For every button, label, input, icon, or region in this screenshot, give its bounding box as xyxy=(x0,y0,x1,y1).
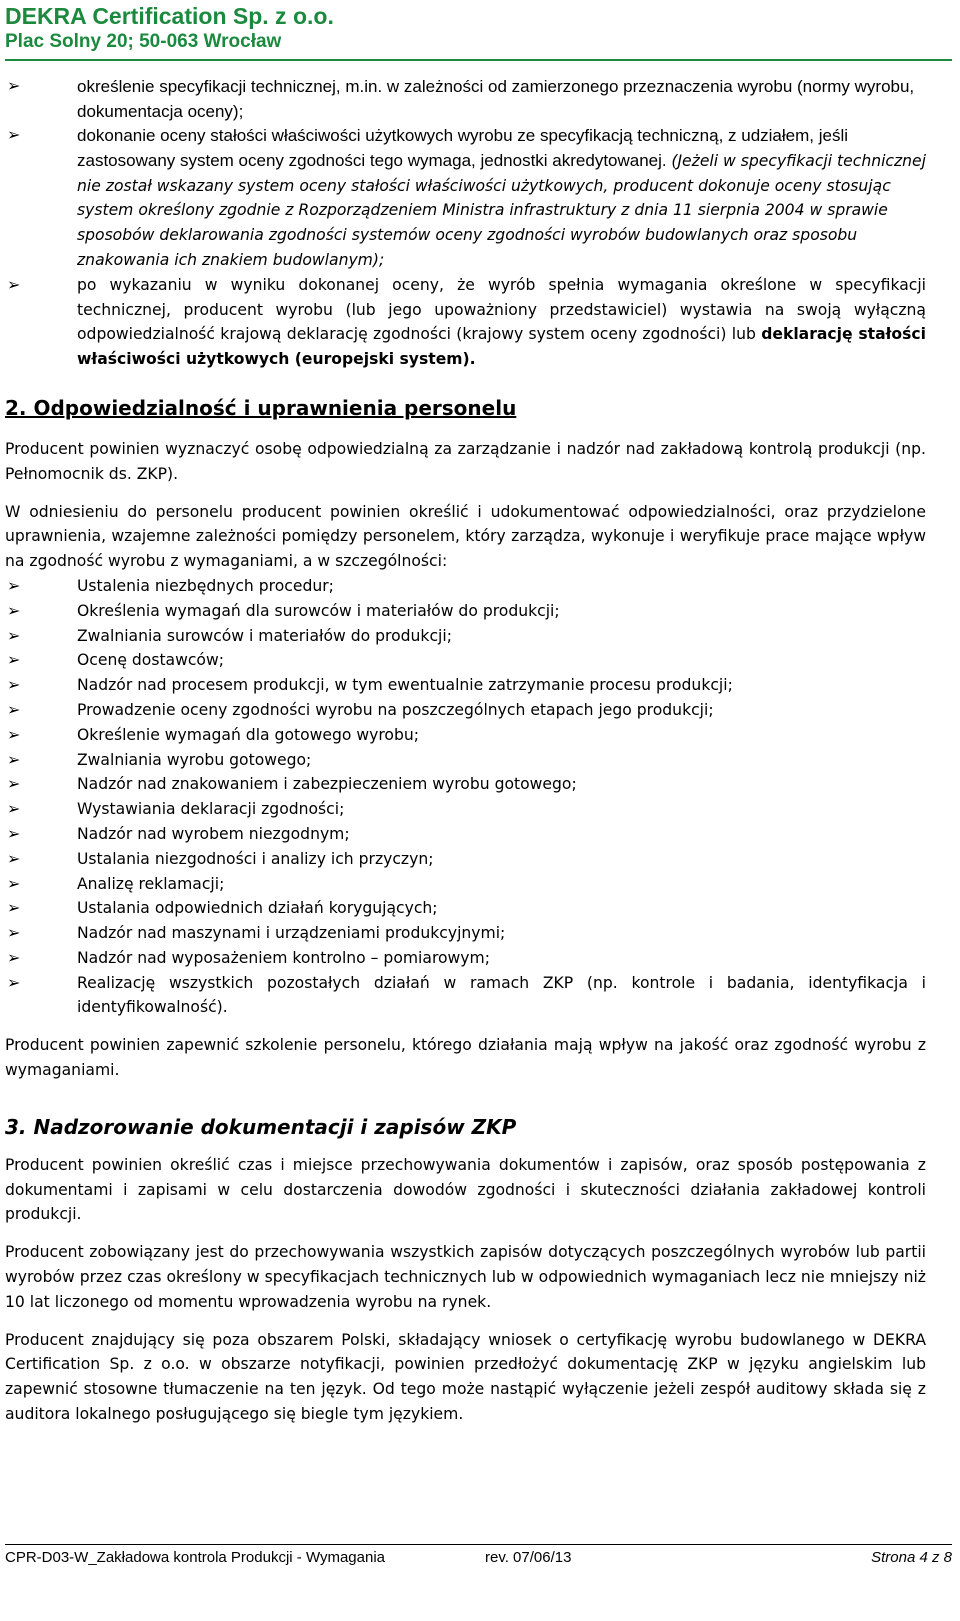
list-item: ➢ dokonanie oceny stałości właściwości użytkowych wyrobu ze specyfikacją techniczną, z udziałem, jeśli zastosowany system oceny zgodności tego wymaga, jednostki akredytowanej. (Jeżeli w specyfikacji technicznej nie został wskazany system oceny stałości właściwości użytkowych, producent dokonuje oceny stosując system określony zgodnie z Rozporządzeniem Ministra infrastruktury z dnia 11 sierpnia 2004 w sprawie sposobów deklarowania zgodności systemów oceny zgodności wyrobów budowlanych oraz sposobu znakowania ich znakiem budowlanym); xyxy=(7,126,926,269)
responsibilities-list xyxy=(5,574,926,1020)
paragraph: W odniesieniu do personelu producent powinien określić i udokumentować odpowiedzialności, oraz przydzielone uprawnienia, wzajemne zależności pomiędzy personelem, który zarządza, wykonuje i weryfikuje prace mające wpływ na zgodność wyrobu z wymaganiami, a w szczególności: xyxy=(5,502,926,571)
list-item: ➢ Określenie wymagań dla gotowego wyrobu; xyxy=(5,723,926,748)
arrow-bullet-icon: ➢ xyxy=(7,625,21,645)
list-item: ➢ Ocenę dostawców; xyxy=(5,648,926,673)
arrow-bullet-icon: ➢ xyxy=(7,274,21,294)
revision: rev. 07/06/13 xyxy=(485,1549,572,1566)
list-item: ➢ Analizę reklamacji; xyxy=(5,872,926,897)
list-item: ➢ Realizację wszystkich pozostałych działań w ramach ZKP (np. kontrole i badania, identyfikacja i identyfikowalność). xyxy=(7,972,926,1017)
page-header xyxy=(5,2,334,54)
paragraph: Producent zobowiązany jest do przechowywania wszystkich zapisów dotyczących poszczególnych wyrobów lub partii wyrobów przez czas określony w specyfikacjach technicznych lub w odpowiednich wymaganiach lecz nie mniejszy niż 10 lat liczonego od momentu wprowadzenia wyrobu na rynek. xyxy=(5,1243,926,1311)
page-number: Strona 4 z 8 xyxy=(871,1549,952,1566)
list-item: ➢ Prowadzenie oceny zgodności wyrobu na poszczególnych etapach jego produkcji; xyxy=(5,698,926,723)
arrow-bullet-icon: ➢ xyxy=(7,947,21,967)
paragraph: Producent powinien zapewnić szkolenie personelu, którego działania mają wpływ na jakość oraz zgodność wyrobu z wymaganiami. xyxy=(5,1036,926,1080)
arrow-bullet-icon: ➢ xyxy=(7,675,21,695)
arrow-bullet-icon: ➢ xyxy=(7,749,21,769)
list-item: ➢ Ustalania niezgodności i analizy ich przyczyn; xyxy=(5,847,926,872)
arrow-bullet-icon: ➢ xyxy=(7,898,21,918)
list-item: ➢ Nadzór nad wyposażeniem kontrolno – pomiarowym; xyxy=(5,946,926,971)
list-item: ➢ po wykazaniu w wyniku dokonanej oceny, że wyrób spełnia wymagania określone w specyfikacji technicznej, producent wyrobu (lub jego upoważniony przedstawiciel) wystawia na swoją wyłączną odpowiedzialność krajową deklarację zgodności (krajowy system oceny zgodności) lub deklarację stałości właściwości użytkowych (europejski system). xyxy=(7,274,926,369)
section-heading-3: 3. Nadzorowanie dokumentacji i zapisów ZKP xyxy=(5,1114,517,1139)
arrow-bullet-icon: ➢ xyxy=(7,972,21,992)
list-item: ➢ Nadzór nad wyrobem niezgodnym; xyxy=(5,822,926,847)
arrow-bullet-icon: ➢ xyxy=(7,600,21,620)
arrow-bullet-icon: ➢ xyxy=(7,823,21,843)
company-name: DEKRA Certification Sp. z o.o. xyxy=(5,3,334,29)
footer-divider xyxy=(5,1544,952,1545)
document-code: CPR-D03-W_Zakładowa kontrola Produkcji - Wymagania xyxy=(5,1549,386,1566)
arrow-bullet-icon: ➢ xyxy=(7,127,21,145)
arrow-bullet-icon: ➢ xyxy=(7,575,21,595)
arrow-bullet-icon: ➢ xyxy=(7,78,21,95)
list-item: ➢ Zwalniania wyrobu gotowego; xyxy=(5,748,926,773)
list-item: ➢ Nadzór nad procesem produkcji, w tym ewentualnie zatrzymanie procesu produkcji; xyxy=(5,673,926,698)
arrow-bullet-icon: ➢ xyxy=(7,699,21,719)
company-address: Plac Solny 20; 50-063 Wrocław xyxy=(5,31,282,52)
paragraph: Producent powinien określić czas i miejsce przechowywania dokumentów i zapisów, oraz sposób postępowania z dokumentami i zapisami w celu dostarczenia dowodów zgodności i skuteczności działania zakładowej kontroli produkcji. xyxy=(5,1155,926,1224)
arrow-bullet-icon: ➢ xyxy=(7,848,21,868)
header-divider xyxy=(5,59,952,61)
list-item: ➢ Ustalania odpowiednich działań korygujących; xyxy=(5,896,926,921)
arrow-bullet-icon: ➢ xyxy=(7,799,21,819)
list-item: ➢ określenie specyfikacji technicznej, m.in. w zależności od zamierzonego przeznaczenia wyrobu (normy wyrobu, dokumentacja oceny); xyxy=(7,77,915,121)
arrow-bullet-icon: ➢ xyxy=(7,923,21,943)
list-item: ➢ Określenia wymagań dla surowców i materiałów do produkcji; xyxy=(5,599,926,624)
arrow-bullet-icon: ➢ xyxy=(7,724,21,744)
list-item: ➢ Nadzór nad maszynami i urządzeniami produkcyjnymi; xyxy=(5,921,926,946)
list-item: ➢ Wystawiania deklaracji zgodności; xyxy=(5,797,926,822)
section-heading-2: 2. Odpowiedzialność i uprawnienia personelu xyxy=(5,395,517,420)
paragraph: Producent znajdujący się poza obszarem Polski, składający wniosek o certyfikację wyrobu budowlanego w DEKRA Certification Sp. z o.o. w obszarze notyfikacji, powinien przedłożyć dokumentację ZKP w języku angielskim lub zapewnić stosowne tłumaczenie na ten język. Od tego może nastąpić wyłączenie jeżeli zespół auditowy składa się z auditora lokalnego posługującego się biegle tym językiem. xyxy=(5,1330,926,1424)
arrow-bullet-icon: ➢ xyxy=(7,774,21,794)
arrow-bullet-icon: ➢ xyxy=(7,873,21,893)
arrow-bullet-icon: ➢ xyxy=(7,650,21,670)
list-item: ➢ Nadzór nad znakowaniem i zabezpieczeniem wyrobu gotowego; xyxy=(5,772,926,797)
list-item: ➢ Zwalniania surowców i materiałów do produkcji; xyxy=(5,624,926,649)
intro-list xyxy=(5,75,926,372)
list-item: ➢ Ustalenia niezbędnych procedur; xyxy=(5,574,926,599)
paragraph: Producent powinien wyznaczyć osobę odpowiedzialną za zarządzanie i nadzór nad zakładową kontrolą produkcji (np. Pełnomocnik ds. ZKP). xyxy=(5,439,926,483)
document-body xyxy=(5,75,926,1427)
